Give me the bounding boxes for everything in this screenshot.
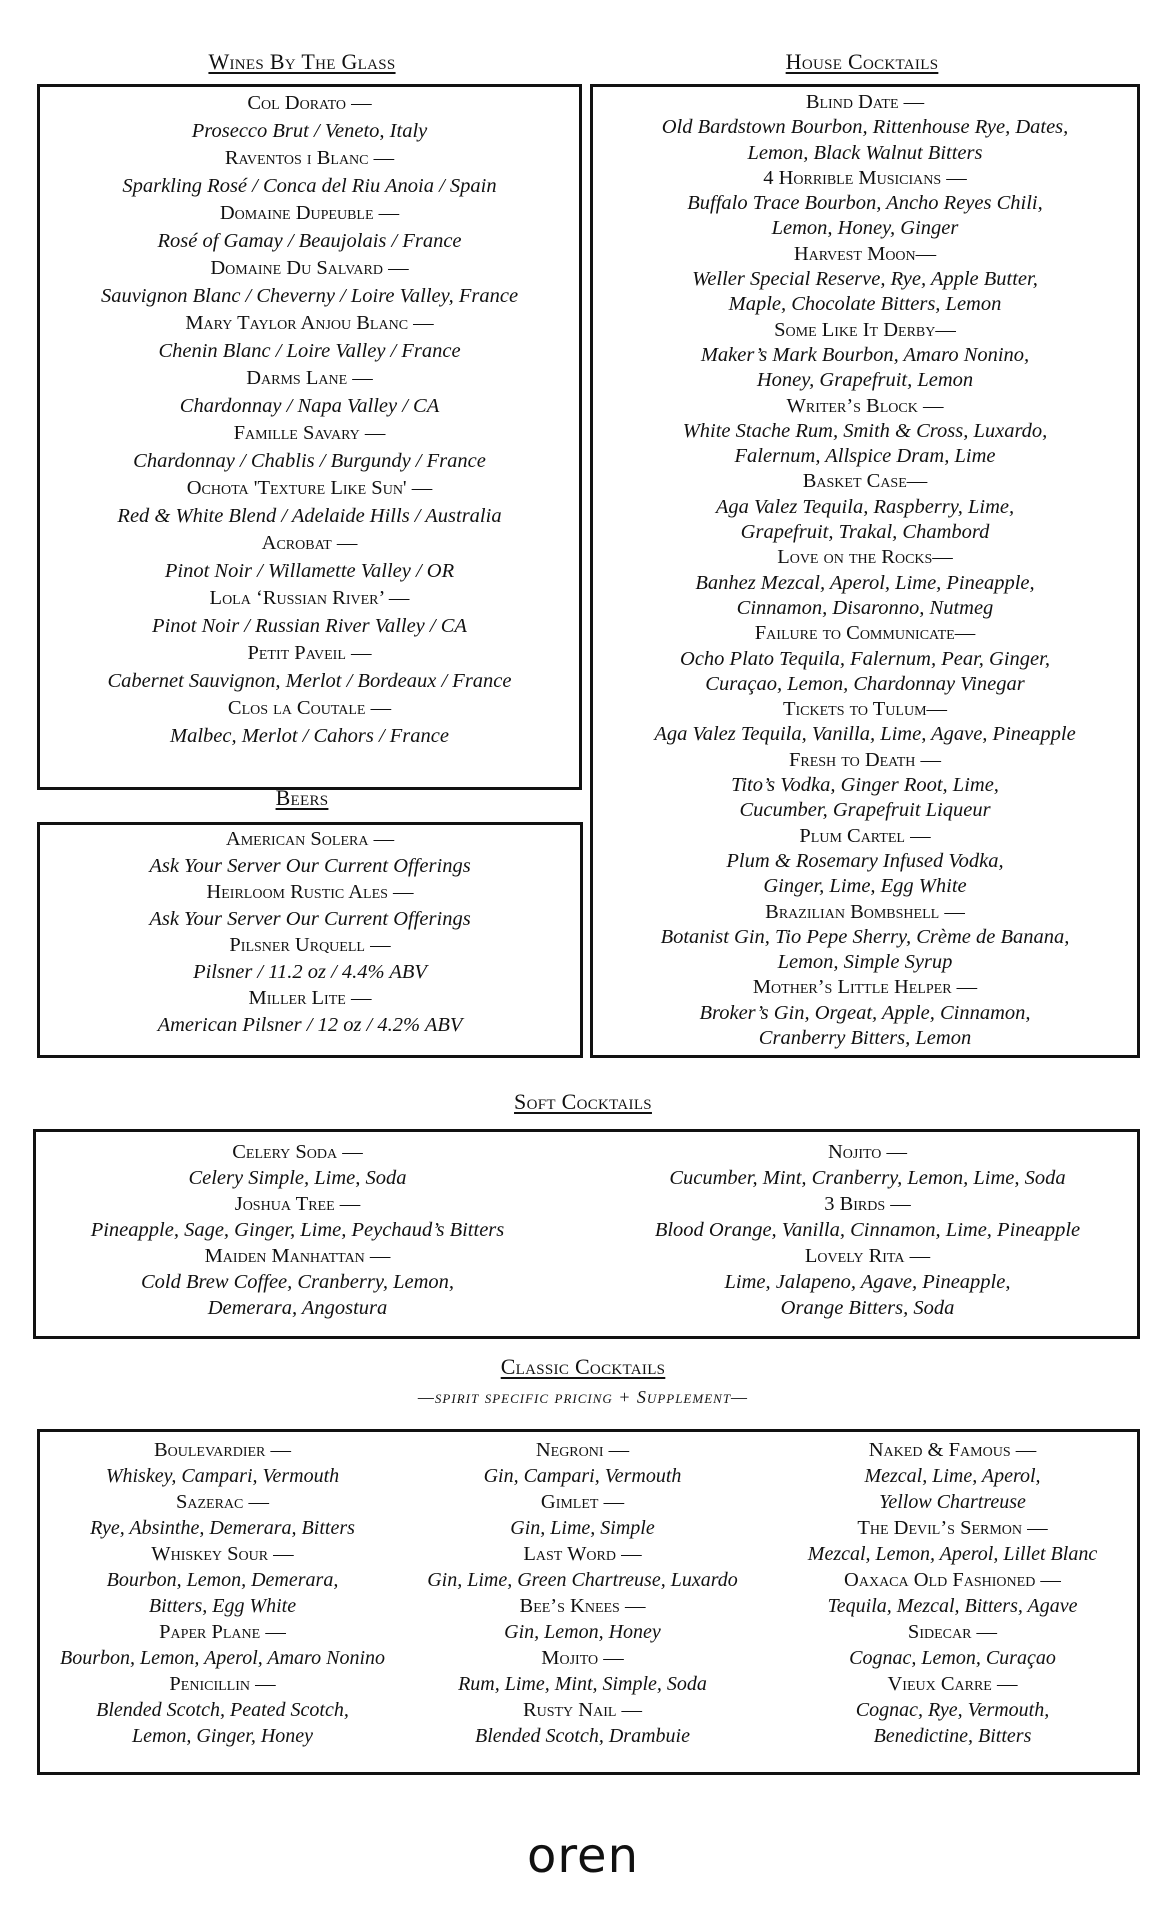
item-name: Raventos i Blanc — [224, 147, 395, 169]
item-description: Ask Your Server Our Current Offerings [149, 854, 471, 877]
item-description: Mezcal, Lemon, Aperol, Lillet Blanc [807, 1543, 1098, 1565]
menu-item [37, 585, 582, 640]
item-name: Mojito — [541, 1647, 624, 1669]
item-description: Celery Simple, Lime, Soda [188, 1167, 407, 1189]
item-description: Old Bardstown Bourbon, Rittenhouse Rye, Dates, [661, 116, 1069, 139]
item-description: Pilsner / 11.2 oz / 4.4% ABV [193, 960, 427, 983]
item-name: Negroni — [535, 1439, 630, 1461]
menu-item [45, 1139, 550, 1191]
item-description: Cognac, Rye, Vermouth, [855, 1699, 1050, 1721]
item-name: Rusty Nail — [522, 1699, 643, 1721]
item-description: Honey, Grapefruit, Lemon [756, 369, 974, 392]
menu-item [590, 469, 1140, 545]
item-name: Paper Plane — [159, 1621, 286, 1643]
item-name: Plum Cartel — [799, 824, 931, 847]
item-name: Failure to Communicate— [754, 622, 976, 645]
item-description: Tito’s Vodka, Ginger Root, Lime, [731, 774, 999, 797]
item-description: Pinot Noir / Russian River Valley / CA [152, 614, 467, 637]
item-description: Gin, Campari, Vermouth [483, 1465, 682, 1487]
item-description: Plum & Rosemary Infused Vodka, [726, 849, 1004, 872]
menu-item [37, 200, 582, 255]
classic-cocktails-section-title: Classic Cocktails [500, 1354, 666, 1379]
item-name: Pilsner Urquell — [229, 934, 391, 956]
item-name: Whiskey Sour — [151, 1543, 294, 1565]
item-description: Whiskey, Campari, Vermouth [105, 1465, 340, 1487]
menu-item [37, 365, 582, 420]
classic-cocktails-subtitle: —spirit specific pricing + Supplement— [417, 1387, 749, 1407]
item-description: Yellow Chartreuse [879, 1491, 1026, 1513]
menu-item [590, 824, 1140, 900]
item-description: Red & White Blend / Adelaide Hills / Australia [117, 504, 502, 527]
item-name: Writer’s Block — [786, 394, 944, 417]
item-description: Sparkling Rosé / Conca del Riu Anoia / Spain [122, 174, 497, 197]
item-name: Penicillin — [169, 1673, 276, 1695]
item-name: Gimlet — [540, 1491, 625, 1513]
item-name: Last Word — [523, 1543, 642, 1565]
item-description: Pineapple, Sage, Ginger, Lime, Peychaud’s Bitters [90, 1219, 505, 1241]
item-name: Harvest Moon— [793, 242, 937, 265]
menu-item [37, 826, 583, 879]
item-description: Aga Valez Tequila, Raspberry, Lime, [715, 495, 1015, 518]
item-description: Demerara, Angostura [207, 1297, 388, 1319]
item-description: Blended Scotch, Peated Scotch, [96, 1699, 349, 1721]
menu-item [37, 475, 582, 530]
oren-logo: oren [527, 1828, 639, 1884]
item-name: Celery Soda — [232, 1141, 363, 1163]
item-description: Lemon, Ginger, Honey [131, 1725, 314, 1747]
menu-item [590, 697, 1140, 748]
item-name: Famille Savary — [233, 422, 386, 444]
item-description: Lemon, Honey, Ginger [771, 217, 959, 240]
item-description: Curaçao, Lemon, Chardonnay Vinegar [705, 672, 1025, 695]
menu-item [775, 1619, 1130, 1671]
item-description: Botanist Gin, Tio Pepe Sherry, Crème de Banana, [660, 925, 1070, 948]
menu-item [37, 310, 582, 365]
soft-cocktails-left-list [45, 1139, 550, 1321]
item-name: Oaxaca Old Fashioned — [844, 1569, 1061, 1591]
menu-item [590, 545, 1140, 621]
menu-item [590, 900, 1140, 976]
item-description: American Pilsner / 12 oz / 4.2% ABV [157, 1013, 463, 1036]
item-description: Maker’s Mark Bourbon, Amaro Nonino, [700, 343, 1030, 366]
item-description: Aga Valez Tequila, Vanilla, Lime, Agave, Pineapple [654, 723, 1076, 746]
item-description: Weller Special Reserve, Rye, Apple Butter, [692, 268, 1038, 291]
menu-item [37, 985, 583, 1038]
menu-item [590, 90, 1140, 166]
item-name: Heirloom Rustic Ales — [206, 881, 414, 903]
beers-section-title: Beers [275, 785, 329, 810]
item-name: Vieux Carre — [887, 1673, 1018, 1695]
item-name: Some Like It Derby— [774, 318, 956, 341]
menu-item [37, 90, 582, 145]
item-description: Orange Bitters, Soda [780, 1297, 955, 1319]
menu-item [45, 1191, 550, 1243]
item-name: Clos la Coutale — [227, 697, 392, 719]
item-description: Chenin Blanc / Loire Valley / France [158, 339, 461, 362]
menu-item [615, 1243, 1120, 1321]
item-name: Darms Lane — [246, 367, 373, 389]
soft-cocktails-section-title: Soft Cocktails [514, 1089, 652, 1114]
beers-list [37, 826, 583, 1038]
menu-item [37, 145, 582, 200]
menu-item [775, 1671, 1130, 1749]
menu-item [45, 1437, 400, 1489]
item-description: Ginger, Lime, Egg White [763, 875, 967, 898]
item-description: Bitters, Egg White [148, 1595, 297, 1617]
item-description: Buffalo Trace Bourbon, Ancho Reyes Chili, [687, 192, 1043, 215]
item-name: The Devil’s Sermon — [857, 1517, 1048, 1539]
item-name: Lovely Rita — [804, 1245, 931, 1267]
item-description: Rye, Absinthe, Demerara, Bitters [90, 1517, 355, 1539]
menu-item [37, 640, 582, 695]
item-name: Maiden Manhattan — [204, 1245, 391, 1267]
item-description: Mezcal, Lime, Aperol, [864, 1465, 1041, 1487]
item-name: Mary Taylor Anjou Blanc — [185, 312, 434, 334]
item-name: Boulevardier — [153, 1439, 292, 1461]
item-name: Col Dorato — [247, 92, 372, 114]
item-description: Blended Scotch, Drambuie [475, 1725, 690, 1747]
soft-cocktails-right-list [615, 1139, 1120, 1321]
menu-item [590, 166, 1140, 242]
menu-item [37, 932, 583, 985]
item-name: 3 Birds — [824, 1193, 911, 1215]
menu-item [37, 530, 582, 585]
menu-item [615, 1191, 1120, 1243]
item-name: Nojito — [827, 1141, 908, 1163]
menu-item [590, 394, 1140, 470]
menu-item [405, 1541, 760, 1593]
menu-item [405, 1645, 760, 1697]
menu-item [45, 1489, 400, 1541]
item-description: Gin, Lemon, Honey [504, 1621, 661, 1643]
item-description: Cucumber, Grapefruit Liqueur [739, 799, 991, 822]
menu-item [405, 1489, 760, 1541]
item-description: Grapefruit, Trakal, Chambord [740, 521, 990, 544]
item-description: Prosecco Brut / Veneto, Italy [191, 119, 428, 142]
item-name: Miller Lite — [248, 987, 372, 1009]
item-description: White Stache Rum, Smith & Cross, Luxardo, [682, 419, 1048, 442]
menu-item [45, 1671, 400, 1749]
item-description: Blood Orange, Vanilla, Cinnamon, Lime, Pineapple [654, 1219, 1081, 1241]
item-name: Lola ‘Russian River’ — [209, 587, 410, 609]
menu-item [590, 318, 1140, 394]
menu-item [590, 621, 1140, 697]
menu-item [37, 879, 583, 932]
item-description: Falernum, Allspice Dram, Lime [734, 445, 996, 468]
item-name: Fresh to Death — [788, 748, 942, 771]
item-name: Tickets to Tulum— [782, 698, 948, 721]
item-description: Sauvignon Blanc / Cheverny / Loire Valley, France [100, 284, 519, 307]
item-name: American Solera — [225, 828, 395, 850]
menu-item [37, 420, 582, 475]
item-description: Cognac, Lemon, Curaçao [849, 1647, 1056, 1669]
item-name: Domaine Du Salvard — [210, 257, 409, 279]
item-name: Petit Paveil — [247, 642, 372, 664]
menu-item [775, 1515, 1130, 1567]
item-description: Ask Your Server Our Current Offerings [149, 907, 471, 930]
item-description: Gin, Lime, Green Chartreuse, Luxardo [427, 1569, 738, 1591]
item-name: Acrobat — [261, 532, 358, 554]
item-description: Cinnamon, Disaronno, Nutmeg [736, 596, 994, 619]
item-description: Cucumber, Mint, Cranberry, Lemon, Lime, Soda [669, 1167, 1066, 1189]
menu-item [45, 1541, 400, 1619]
menu-item [37, 695, 582, 750]
item-description: Rosé of Gamay / Beaujolais / France [157, 229, 462, 252]
item-description: Chardonnay / Chablis / Burgundy / France [133, 449, 486, 472]
item-description: Malbec, Merlot / Cahors / France [170, 724, 449, 747]
item-name: Love on the Rocks— [777, 546, 953, 569]
item-description: Pinot Noir / Willamette Valley / OR [164, 559, 455, 582]
menu-item [590, 975, 1140, 1051]
menu-item [45, 1619, 400, 1671]
item-description: Ocho Plato Tequila, Falernum, Pear, Ginger, [680, 647, 1050, 670]
item-name: Domaine Dupeuble — [219, 202, 400, 224]
item-description: Benedictine, Bitters [873, 1725, 1032, 1747]
item-description: Gin, Lime, Simple [510, 1517, 655, 1539]
item-name: Ochota 'Texture Like Sun' — [186, 477, 433, 499]
menu-item [590, 748, 1140, 824]
item-name: Mother’s Little Helper — [752, 976, 978, 999]
item-description: Lemon, Black Walnut Bitters [747, 141, 983, 164]
item-name: Bee’s Knees — [519, 1595, 646, 1617]
house-cocktails-list [590, 90, 1140, 1051]
item-description: Broker’s Gin, Orgeat, Apple, Cinnamon, [699, 1001, 1031, 1024]
house-cocktails-section-title: House Cocktails [785, 49, 939, 74]
item-description: Cranberry Bitters, Lemon [758, 1026, 972, 1049]
classic-cocktails-col2 [405, 1437, 760, 1749]
item-name: Brazilian Bombshell — [765, 900, 965, 923]
wines-section-title: Wines By The Glass [208, 49, 396, 74]
classic-cocktails-col1 [45, 1437, 400, 1749]
item-description: Chardonnay / Napa Valley / CA [179, 394, 440, 417]
item-description: Bourbon, Lemon, Aperol, Amaro Nonino [59, 1647, 385, 1669]
menu-item [775, 1567, 1130, 1619]
item-description: Banhez Mezcal, Aperol, Lime, Pineapple, [695, 571, 1035, 594]
item-description: Bourbon, Lemon, Demerara, [106, 1569, 339, 1591]
menu-item [615, 1139, 1120, 1191]
item-description: Maple, Chocolate Bitters, Lemon [728, 293, 1002, 316]
menu-item [45, 1243, 550, 1321]
item-description: Rum, Lime, Mint, Simple, Soda [458, 1673, 707, 1695]
item-name: Blind Date — [805, 91, 925, 113]
item-name: 4 Horrible Musicians — [763, 166, 967, 189]
item-name: Sazerac — [175, 1491, 270, 1513]
item-name: Basket Case— [802, 470, 928, 493]
classic-cocktails-col3 [775, 1437, 1130, 1749]
menu-item [405, 1437, 760, 1489]
item-description: Tequila, Mezcal, Bitters, Agave [827, 1595, 1078, 1617]
item-description: Lemon, Simple Syrup [777, 951, 953, 974]
menu-item [405, 1697, 760, 1749]
menu-item [405, 1593, 760, 1645]
menu-item [37, 255, 582, 310]
item-description: Cold Brew Coffee, Cranberry, Lemon, [141, 1271, 454, 1293]
item-name: Naked & Famous — [868, 1439, 1037, 1461]
menu-item [775, 1437, 1130, 1515]
item-description: Lime, Jalapeno, Agave, Pineapple, [724, 1271, 1011, 1293]
item-description: Cabernet Sauvignon, Merlot / Bordeaux / France [107, 669, 512, 692]
item-name: Joshua Tree — [234, 1193, 361, 1215]
menu-item [590, 242, 1140, 318]
item-name: Sidecar — [907, 1621, 998, 1643]
wines-list [37, 90, 582, 750]
